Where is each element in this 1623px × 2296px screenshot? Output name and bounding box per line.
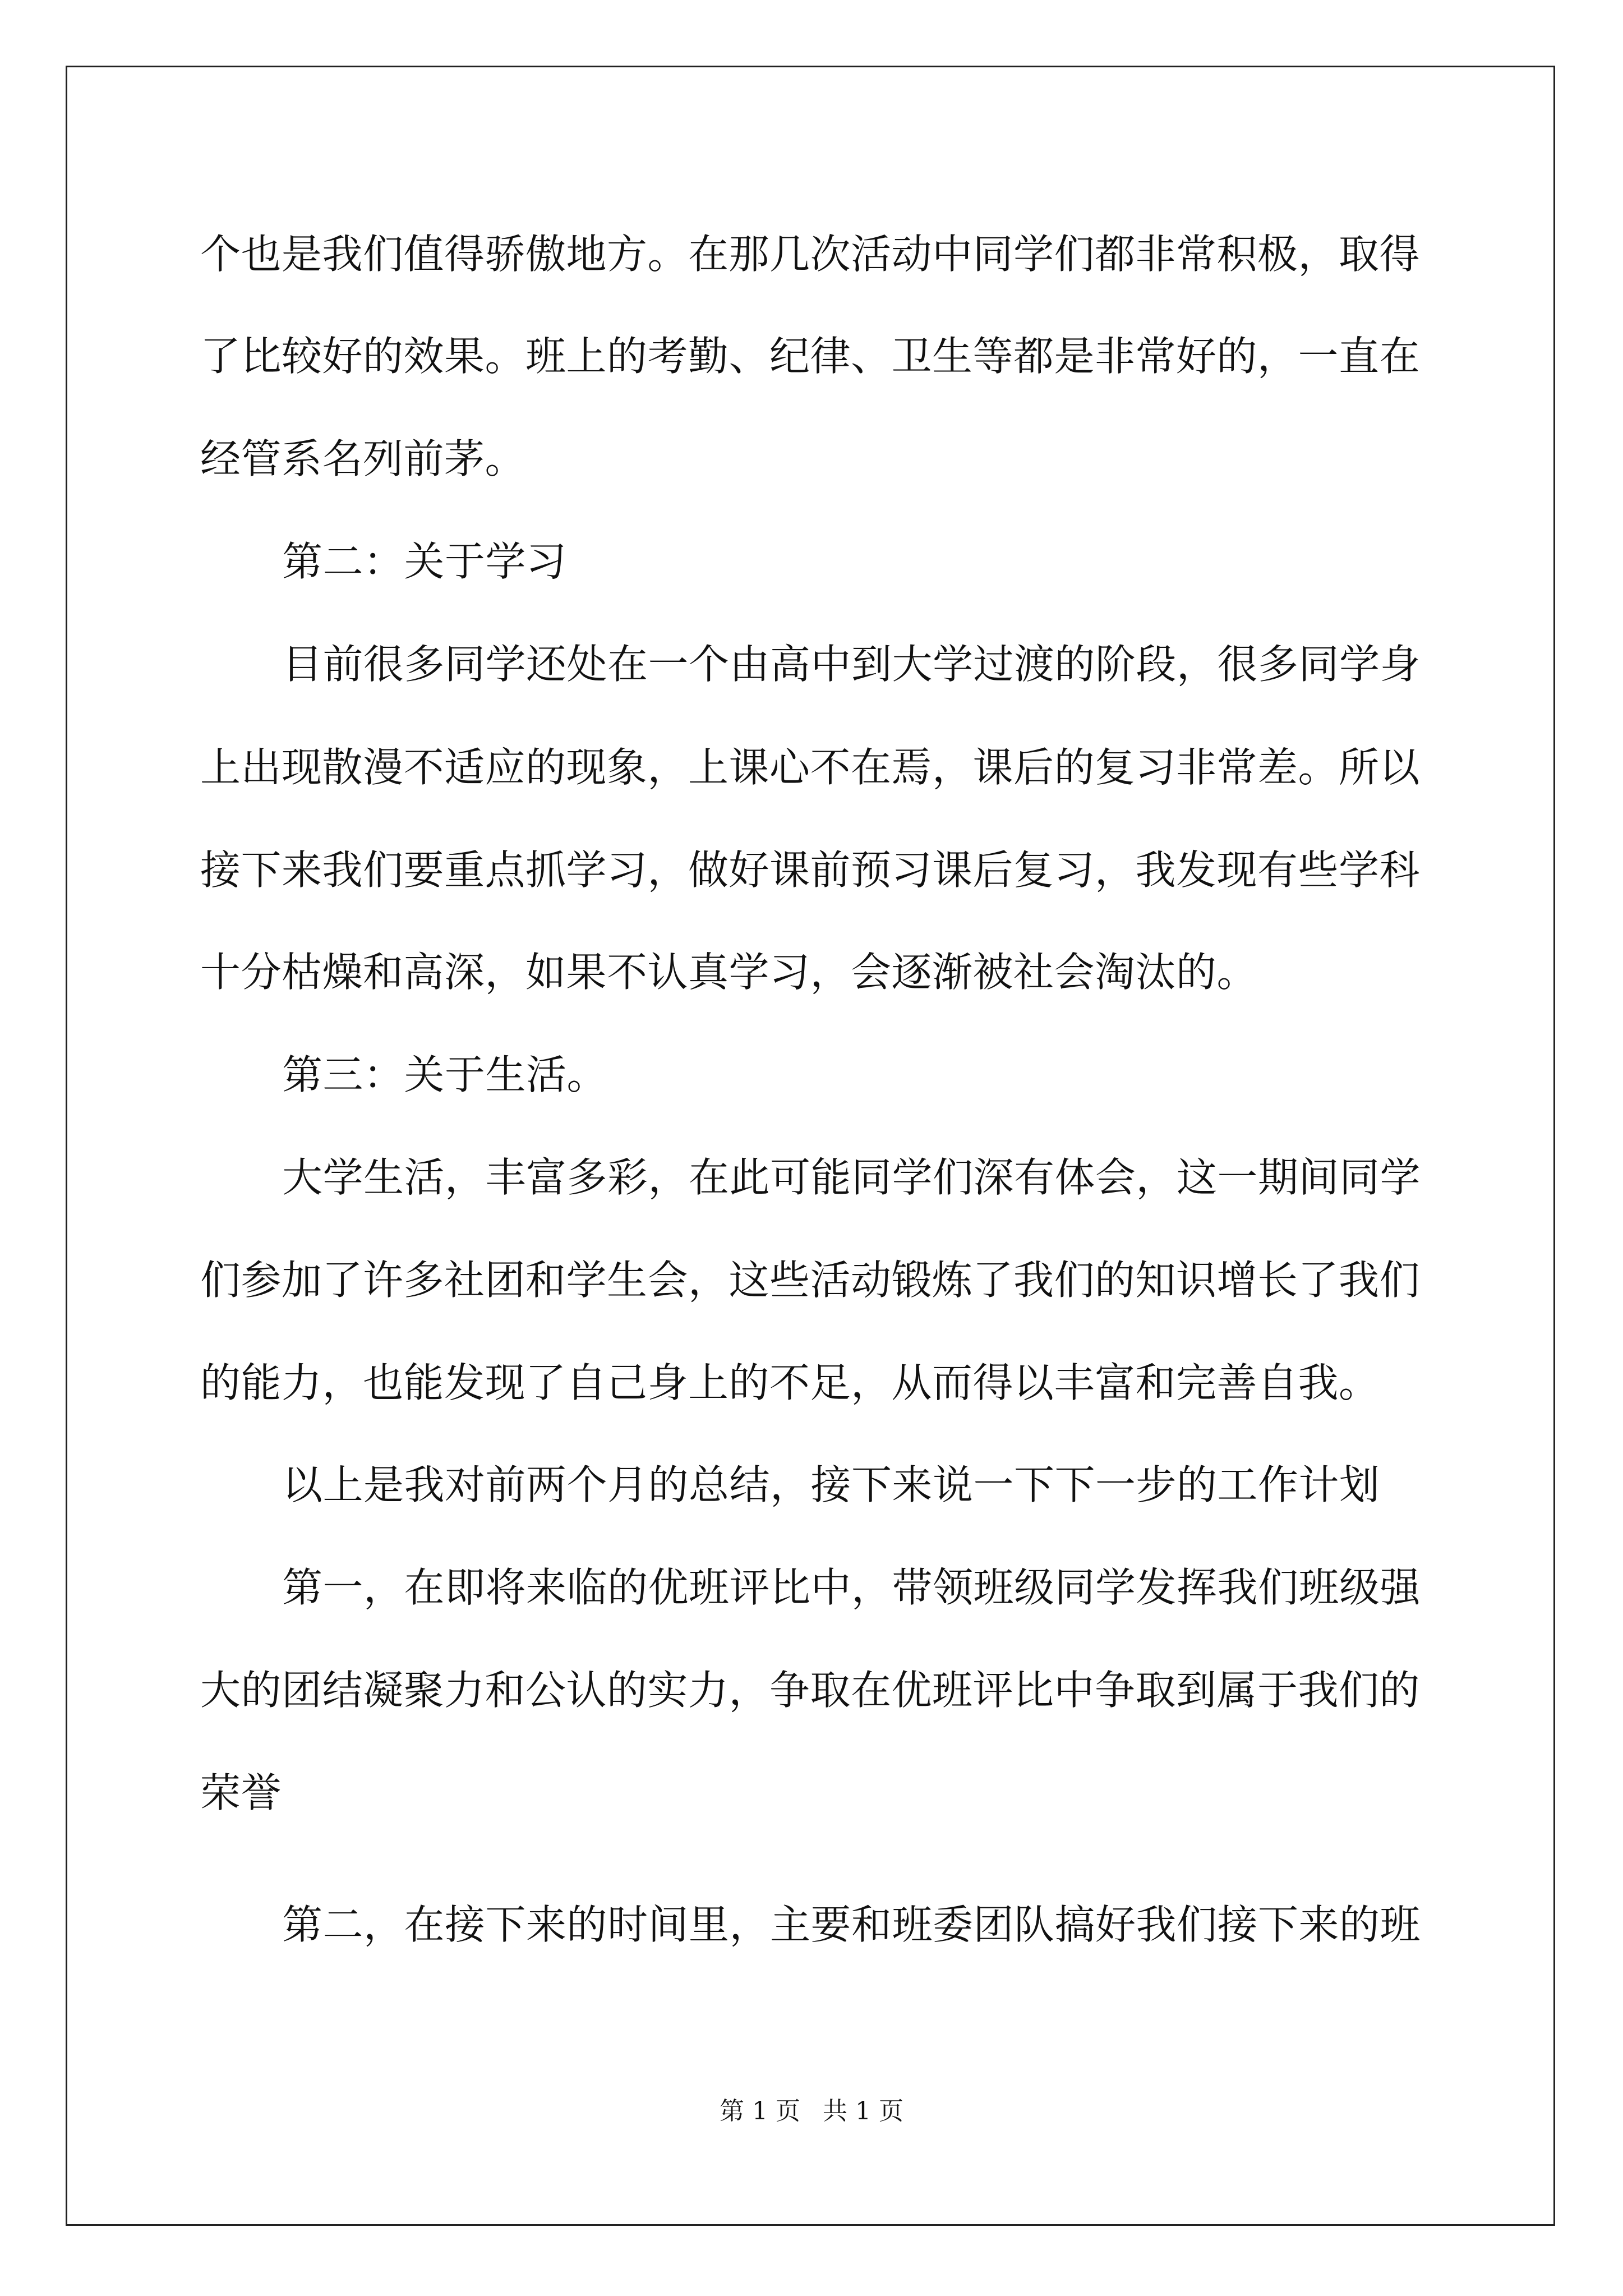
- text-line: 第二，在接下来的时间里，主要和班委团队搞好我们接下来的班: [282, 1901, 1421, 1948]
- text-line: 的能力，也能发现了自己身上的不足，从而得以丰富和完善自我。: [200, 1359, 1380, 1406]
- text-line: 第一，在即将来临的优班评比中，带领班级同学发挥我们班级强: [282, 1564, 1421, 1611]
- text-line: 了比较好的效果。班上的考勤、纪律、卫生等都是非常好的，一直在: [200, 333, 1421, 380]
- page-footer: [0, 2095, 1623, 2128]
- text-line: 大的团结凝聚力和公认的实力，争取在优班评比中争取到属于我们的: [200, 1667, 1421, 1714]
- text-line: 十分枯燥和高深，如果不认真学习，会逐渐被社会淘汰的。: [200, 949, 1258, 996]
- text-line: 以上是我对前两个月的总结，接下来说一下下一步的工作计划: [282, 1461, 1380, 1508]
- text-line: 个也是我们值得骄傲地方。在那几次活动中同学们都非常积极，取得: [200, 231, 1421, 278]
- text-line: 荣誉: [200, 1769, 282, 1816]
- text-line: 大学生活，丰富多彩，在此可能同学们深有体会，这一期间同学: [282, 1154, 1421, 1201]
- text-line: 接下来我们要重点抓学习，做好课前预习课后复习，我发现有些学科: [200, 846, 1421, 894]
- text-line: 经管系名列前茅。: [200, 435, 526, 482]
- section-heading: 第二：关于学习: [282, 538, 567, 585]
- text-line: 目前很多同学还处在一个由高中到大学过渡的阶段，很多同学身: [282, 641, 1421, 688]
- text-line: 们参加了许多社团和学生会，这些活动锻炼了我们的知识增长了我们: [200, 1257, 1421, 1304]
- text-line: 上出现散漫不适应的现象，上课心不在焉，课后的复习非常差。所以: [200, 744, 1421, 791]
- section-heading: 第三：关于生活。: [282, 1051, 608, 1098]
- page-total: 共 1 页: [823, 2097, 903, 2125]
- page-number: 第 1 页: [720, 2097, 800, 2125]
